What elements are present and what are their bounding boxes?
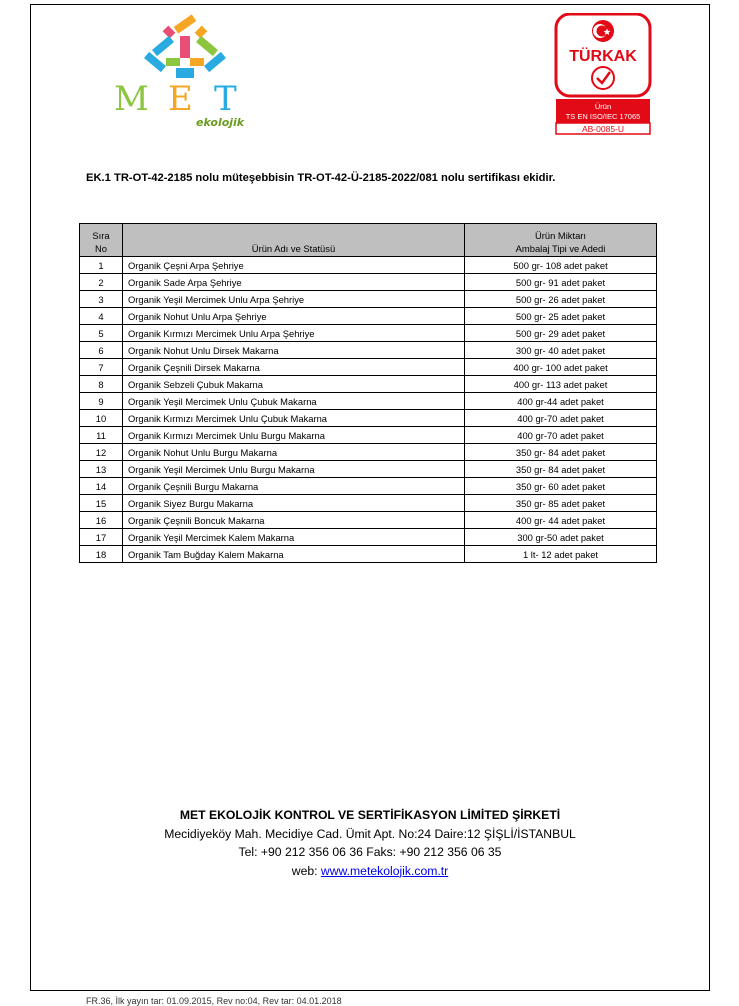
table-body [80, 257, 657, 563]
header-product-name: Ürün Adı ve Statüsü [123, 224, 465, 257]
web-label: web: [291, 863, 318, 878]
cell-quantity: 500 gr- 108 adet paket [465, 257, 657, 274]
footer [30, 806, 710, 880]
table-header-row [80, 224, 657, 257]
header-qty-line2: Ambalaj Tipi ve Adedi [515, 243, 606, 254]
table-row [80, 376, 657, 393]
cell-product-name: Organik Çeşnili Boncuk Makarna [123, 512, 465, 529]
cell-sira-no: 12 [80, 444, 123, 461]
cell-product-name: Organik Sebzeli Çubuk Makarna [123, 376, 465, 393]
cell-sira-no: 15 [80, 495, 123, 512]
turkak-name: TÜRKAK [569, 48, 637, 65]
turkak-code: AB-0085-U [581, 124, 625, 134]
table-row [80, 274, 657, 291]
cell-product-name: Organik Yeşil Mercimek Kalem Makarna [123, 529, 465, 546]
document-heading: EK.1 TR-OT-42-2185 nolu müteşebbisin TR-OT-42-Ü-2185-2022/081 nolu sertifikası ekidir. [86, 172, 556, 184]
cell-sira-no: 14 [80, 478, 123, 495]
logo-letter-e: E [168, 79, 193, 119]
cell-sira-no: 6 [80, 342, 123, 359]
form-footnote: FR.36, İlk yayın tar: 01.09.2015, Rev no:04, Rev tar: 04.01.2018 [86, 996, 342, 1006]
cell-product-name: Organik Çeşni Arpa Şehriye [123, 257, 465, 274]
cell-product-name: Organik Yeşil Mercimek Unlu Çubuk Makarna [123, 393, 465, 410]
table-row [80, 461, 657, 478]
cell-product-name: Organik Kırmızı Mercimek Unlu Arpa Şehriye [123, 325, 465, 342]
cell-sira-no: 4 [80, 308, 123, 325]
table-row [80, 529, 657, 546]
cell-product-name: Organik Yeşil Mercimek Unlu Arpa Şehriye [123, 291, 465, 308]
cell-quantity: 400 gr-44 adet paket [465, 393, 657, 410]
cell-sira-no: 10 [80, 410, 123, 427]
turkak-logo [554, 13, 654, 135]
table-row [80, 410, 657, 427]
table-row [80, 444, 657, 461]
cell-sira-no: 9 [80, 393, 123, 410]
cell-product-name: Organik Nohut Unlu Arpa Şehriye [123, 308, 465, 325]
cell-quantity: 1 lt- 12 adet paket [465, 546, 657, 563]
cell-sira-no: 1 [80, 257, 123, 274]
cell-quantity: 400 gr- 100 adet paket [465, 359, 657, 376]
cell-product-name: Organik Nohut Unlu Burgu Makarna [123, 444, 465, 461]
cell-sira-no: 2 [80, 274, 123, 291]
website-link[interactable]: www.metekolojik.com.tr [320, 863, 449, 878]
cell-sira-no: 8 [80, 376, 123, 393]
turkak-line1: Ürün [594, 102, 612, 111]
logo-letter-t: T [214, 79, 237, 119]
company-phone: Tel: +90 212 356 06 36 Faks: +90 212 356 06 35 [238, 845, 502, 859]
table-row [80, 393, 657, 410]
table-row [80, 512, 657, 529]
cell-quantity: 400 gr-70 adet paket [465, 427, 657, 444]
cell-quantity: 500 gr- 25 adet paket [465, 308, 657, 325]
cell-sira-no: 3 [80, 291, 123, 308]
cell-product-name: Organik Siyez Burgu Makarna [123, 495, 465, 512]
cell-product-name: Organik Kırmızı Mercimek Unlu Çubuk Makarna [123, 410, 465, 427]
met-ekolojik-logo [110, 14, 262, 134]
cell-product-name: Organik Kırmızı Mercimek Unlu Burgu Makarna [123, 427, 465, 444]
cell-sira-no: 7 [80, 359, 123, 376]
cell-sira-no: 16 [80, 512, 123, 529]
cell-product-name: Organik Sade Arpa Şehriye [123, 274, 465, 291]
header-sira-no [80, 224, 123, 257]
table-row [80, 495, 657, 512]
product-table [79, 223, 657, 563]
cell-sira-no: 11 [80, 427, 123, 444]
logo-arrows-icon [144, 14, 226, 78]
cell-quantity: 300 gr- 40 adet paket [465, 342, 657, 359]
table-row [80, 308, 657, 325]
cell-quantity: 400 gr- 44 adet paket [465, 512, 657, 529]
cell-quantity: 500 gr- 91 adet paket [465, 274, 657, 291]
cell-product-name: Organik Tam Buğday Kalem Makarna [123, 546, 465, 563]
table-row [80, 291, 657, 308]
header-no-line2: No [95, 243, 107, 254]
cell-quantity: 400 gr- 113 adet paket [465, 376, 657, 393]
company-address: Mecidiyeköy Mah. Mecidiye Cad. Ümit Apt. No:24 Daire:12 ŞİŞLİ/İSTANBUL [164, 826, 576, 841]
header-quantity [465, 224, 657, 257]
cell-sira-no: 5 [80, 325, 123, 342]
cell-product-name: Organik Çeşnili Burgu Makarna [123, 478, 465, 495]
cell-quantity: 350 gr- 85 adet paket [465, 495, 657, 512]
cell-sira-no: 13 [80, 461, 123, 478]
company-web [30, 862, 710, 881]
cell-sira-no: 17 [80, 529, 123, 546]
cell-quantity: 350 gr- 84 adet paket [465, 461, 657, 478]
table-row [80, 342, 657, 359]
table-row [80, 427, 657, 444]
cell-quantity: 400 gr-70 adet paket [465, 410, 657, 427]
table-row [80, 478, 657, 495]
company-name: MET EKOLOJİK KONTROL VE SERTİFİKASYON LİMİTED ŞİRKETİ [179, 808, 561, 822]
cell-sira-no: 18 [80, 546, 123, 563]
turkak-line2: TS EN ISO/IEC 17065 [565, 112, 641, 121]
cell-quantity: 300 gr-50 adet paket [465, 529, 657, 546]
cell-quantity: 500 gr- 29 adet paket [465, 325, 657, 342]
cell-product-name: Organik Çeşnili Dirsek Makarna [123, 359, 465, 376]
cell-product-name: Organik Nohut Unlu Dirsek Makarna [123, 342, 465, 359]
cell-product-name: Organik Yeşil Mercimek Unlu Burgu Makarna [123, 461, 465, 478]
table-row [80, 546, 657, 563]
table-row [80, 359, 657, 376]
logo-letter-m: M [114, 79, 149, 119]
header-no-line1: Sıra [92, 230, 110, 241]
table-row [80, 325, 657, 342]
header-qty-line1: Ürün Miktarı [534, 230, 587, 241]
logo-subtitle: ekolojik [196, 116, 245, 129]
cell-quantity: 350 gr- 84 adet paket [465, 444, 657, 461]
table-row [80, 257, 657, 274]
cell-quantity: 500 gr- 26 adet paket [465, 291, 657, 308]
cell-quantity: 350 gr- 60 adet paket [465, 478, 657, 495]
